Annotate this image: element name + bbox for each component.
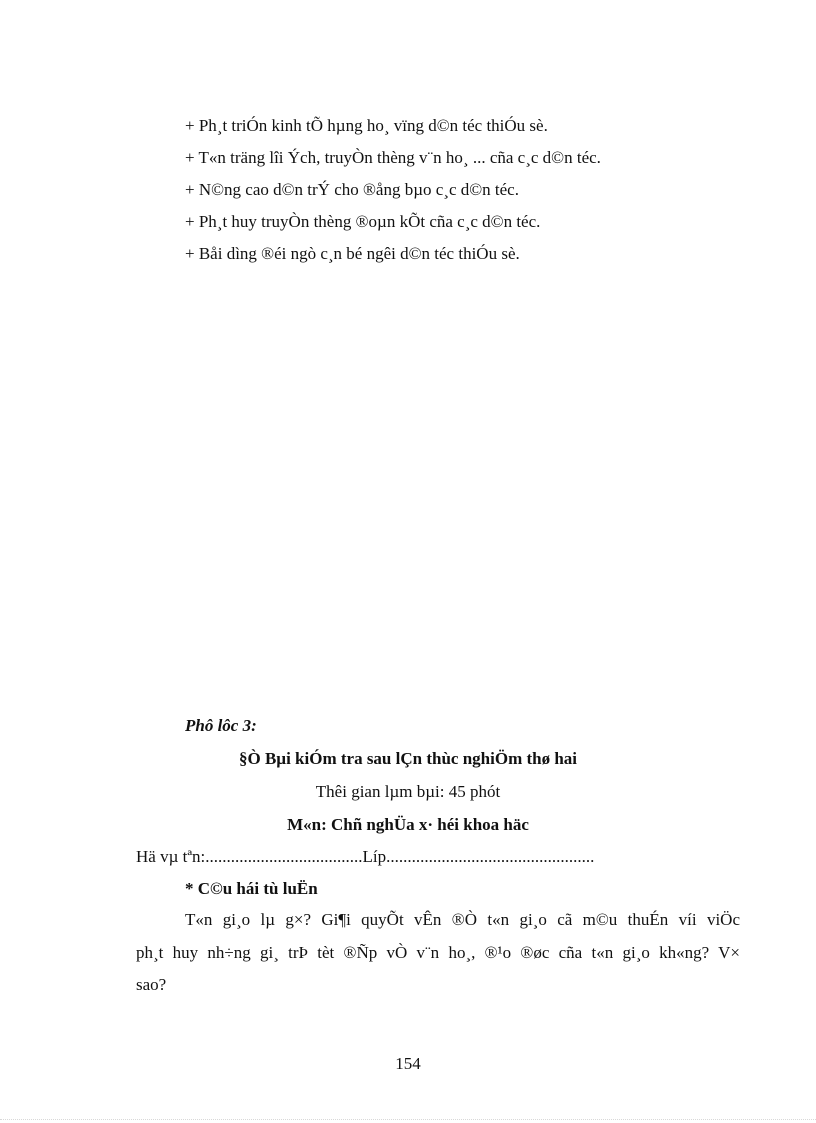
question-heading: * C©u hái tù luËn — [185, 879, 318, 898]
bullet-item: + Båi dìng ®éi ngò c¸n bé ngêi d©n téc thiÓu sè. — [185, 244, 520, 263]
appendix-label: Phô lôc 3: — [185, 716, 257, 735]
student-info-line: Hä vµ tªn:.....................................Líp................................................. — [136, 847, 595, 866]
page-number: 154 — [395, 1054, 421, 1073]
bullet-item: + Ph¸t triÓn kinh tÕ hµng ho¸ vïng d©n téc thiÓu sè. — [185, 116, 548, 135]
exam-title: §Ò Bµi kiÓm tra sau lÇn thùc nghiÖm thø hai — [238, 749, 578, 768]
page-bottom-rule — [0, 1119, 816, 1120]
bullet-item: + N©ng cao d©n trÝ cho ®ång bµo c¸c d©n téc. — [185, 180, 519, 199]
bullet-item: + T«n träng lîi Ých, truyÒn thèng v¨n ho¸ ... cña c¸c d©n téc. — [185, 148, 601, 167]
question-line: T«n gi¸o lµ g×? Gi¶i quyÕt vÊn ®Ò t«n gi¸o cã m©u thuÉn víi viÖc — [185, 910, 740, 929]
question-line: sao? — [136, 975, 167, 994]
exam-time: Thêi gian lµm bµi: 45 phót — [315, 782, 501, 801]
question-line: ph¸t huy nh÷ng gi¸ trÞ tèt ®Ñp vÒ v¨n ho¸, ®¹o ®øc cña t«n gi¸o kh«ng? V× — [136, 943, 740, 962]
exam-subject: M«n: Chñ nghÜa x· héi khoa häc — [287, 815, 529, 834]
bullet-item: + Ph¸t huy truyÒn thèng ®oµn kÕt cña c¸c d©n téc. — [185, 212, 541, 231]
